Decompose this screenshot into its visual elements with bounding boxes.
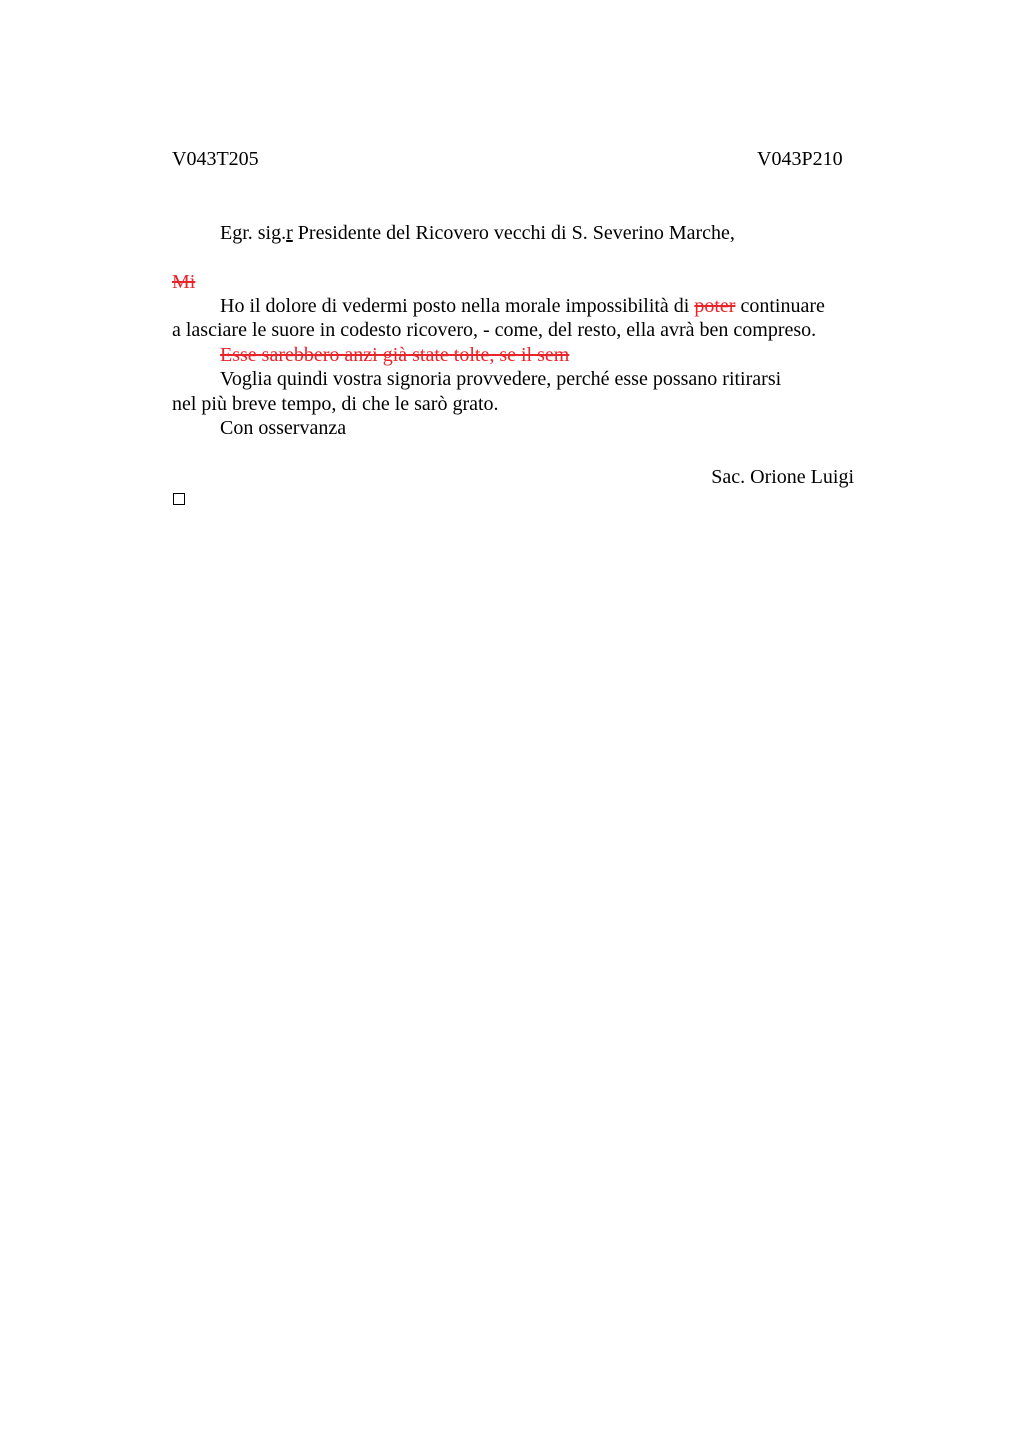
paragraph1-line2: a lasciare le suore in codesto ricovero, - come, del resto, ella avrà ben compreso. xyxy=(172,319,817,341)
salutation xyxy=(220,221,735,245)
salutation-rest: Presidente del Ricovero vecchi di S. Severino Marche, xyxy=(292,222,735,244)
struck-word-start: Mi xyxy=(172,271,196,293)
salutation-superscript: r xyxy=(286,222,293,244)
header-right-code: V043P210 xyxy=(757,148,843,170)
paragraph2-line2: nel più breve tempo, di che le sarò grato. xyxy=(172,393,499,415)
struck-word-poter: poter xyxy=(694,295,736,317)
struck-sentence: Esse sarebbero anzi già state tolte, se il sem xyxy=(220,344,570,366)
salutation-prefix: Egr. sig. xyxy=(220,222,287,244)
end-marker-square xyxy=(173,493,185,505)
signature: Sac. Orione Luigi xyxy=(711,466,854,488)
paragraph2-line1: Voglia quindi vostra signoria provvedere, perché esse possano ritirarsi xyxy=(220,368,782,390)
paragraph1-after: continuare xyxy=(735,295,825,317)
header-left-code: V043T205 xyxy=(172,148,259,170)
paragraph1-before: Ho il dolore di vedermi posto nella morale impossibilità di xyxy=(220,295,695,317)
closing: Con osservanza xyxy=(220,417,347,439)
paragraph1-line1 xyxy=(220,294,825,318)
